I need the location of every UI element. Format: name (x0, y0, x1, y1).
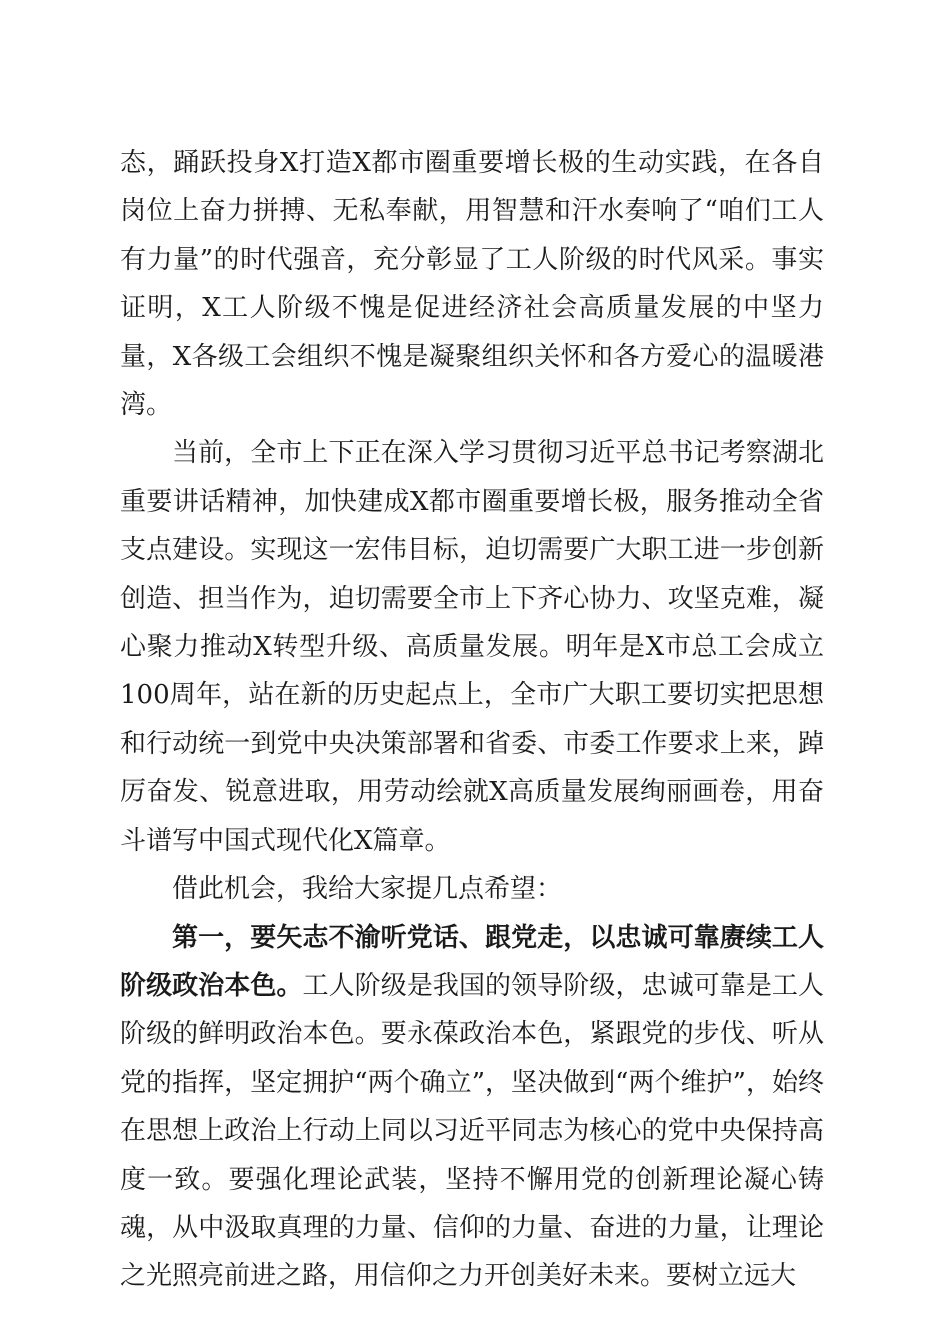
paragraph-4 (120, 914, 824, 1301)
paragraph-4-text: 工人阶级是我国的领导阶级，忠诚可靠是工人阶级的鲜明政治本色。要永葆政治本色，紧跟党的步伐、听从党的指挥，坚定拥护“两个确立”，坚决做到“两个维护”，始终在思想上政治上行动上同以习近平同志为核心的党中央保持高度一致。要强化理论武装，坚持不懈用党的创新理论凝心铸魂，从中汲取真理的力量、信仰的力量、奋进的力量，让理论之光照亮前进之路，用信仰之力开创美好未来。要树立远大 (120, 970, 824, 1292)
document-body (120, 139, 824, 1301)
paragraph-1-text: 态，踊跃投身X打造X都市圈重要增长极的生动实践，在各自岗位上奋力拼搏、无私奉献，用智慧和汗水奏响了“咱们工人有力量”的时代强音，充分彰显了工人阶级的时代风采。事实证明，X工人阶级不愧是促进经济社会高质量发展的中坚力量，X各级工会组织不愧是凝聚组织关怀和各方爱心的温暖港湾。 (120, 148, 824, 421)
paragraph-1 (120, 139, 824, 429)
paragraph-2 (120, 429, 824, 865)
paragraph-2-text: 当前，全市上下正在深入学习贯彻习近平总书记考察湖北重要讲话精神，加快建成X都市圈重要增长极，服务推动全省支点建设。实现这一宏伟目标，迫切需要广大职工进一步创新创造、担当作为，迫切需要全市上下齐心协力、攻坚克难，凝心聚力推动X转型升级、高质量发展。明年是X市总工会成立100周年，站在新的历史起点上，全市广大职工要切实把思想和行动统一到党中央决策部署和省委、市委工作要求上来，踔厉奋发、锐意进取，用劳动绘就X高质量发展绚丽画卷，用奋斗谱写中国式现代化X篇章。 (120, 438, 824, 856)
paragraph-4-lead: 第一，要矢志不渝听党话、跟党走，以忠诚可靠赓续工人阶级政治本色。 (120, 922, 824, 1001)
paragraph-3 (120, 865, 824, 913)
paragraph-3-text: 借此机会，我给大家提几点希望： (172, 874, 563, 905)
